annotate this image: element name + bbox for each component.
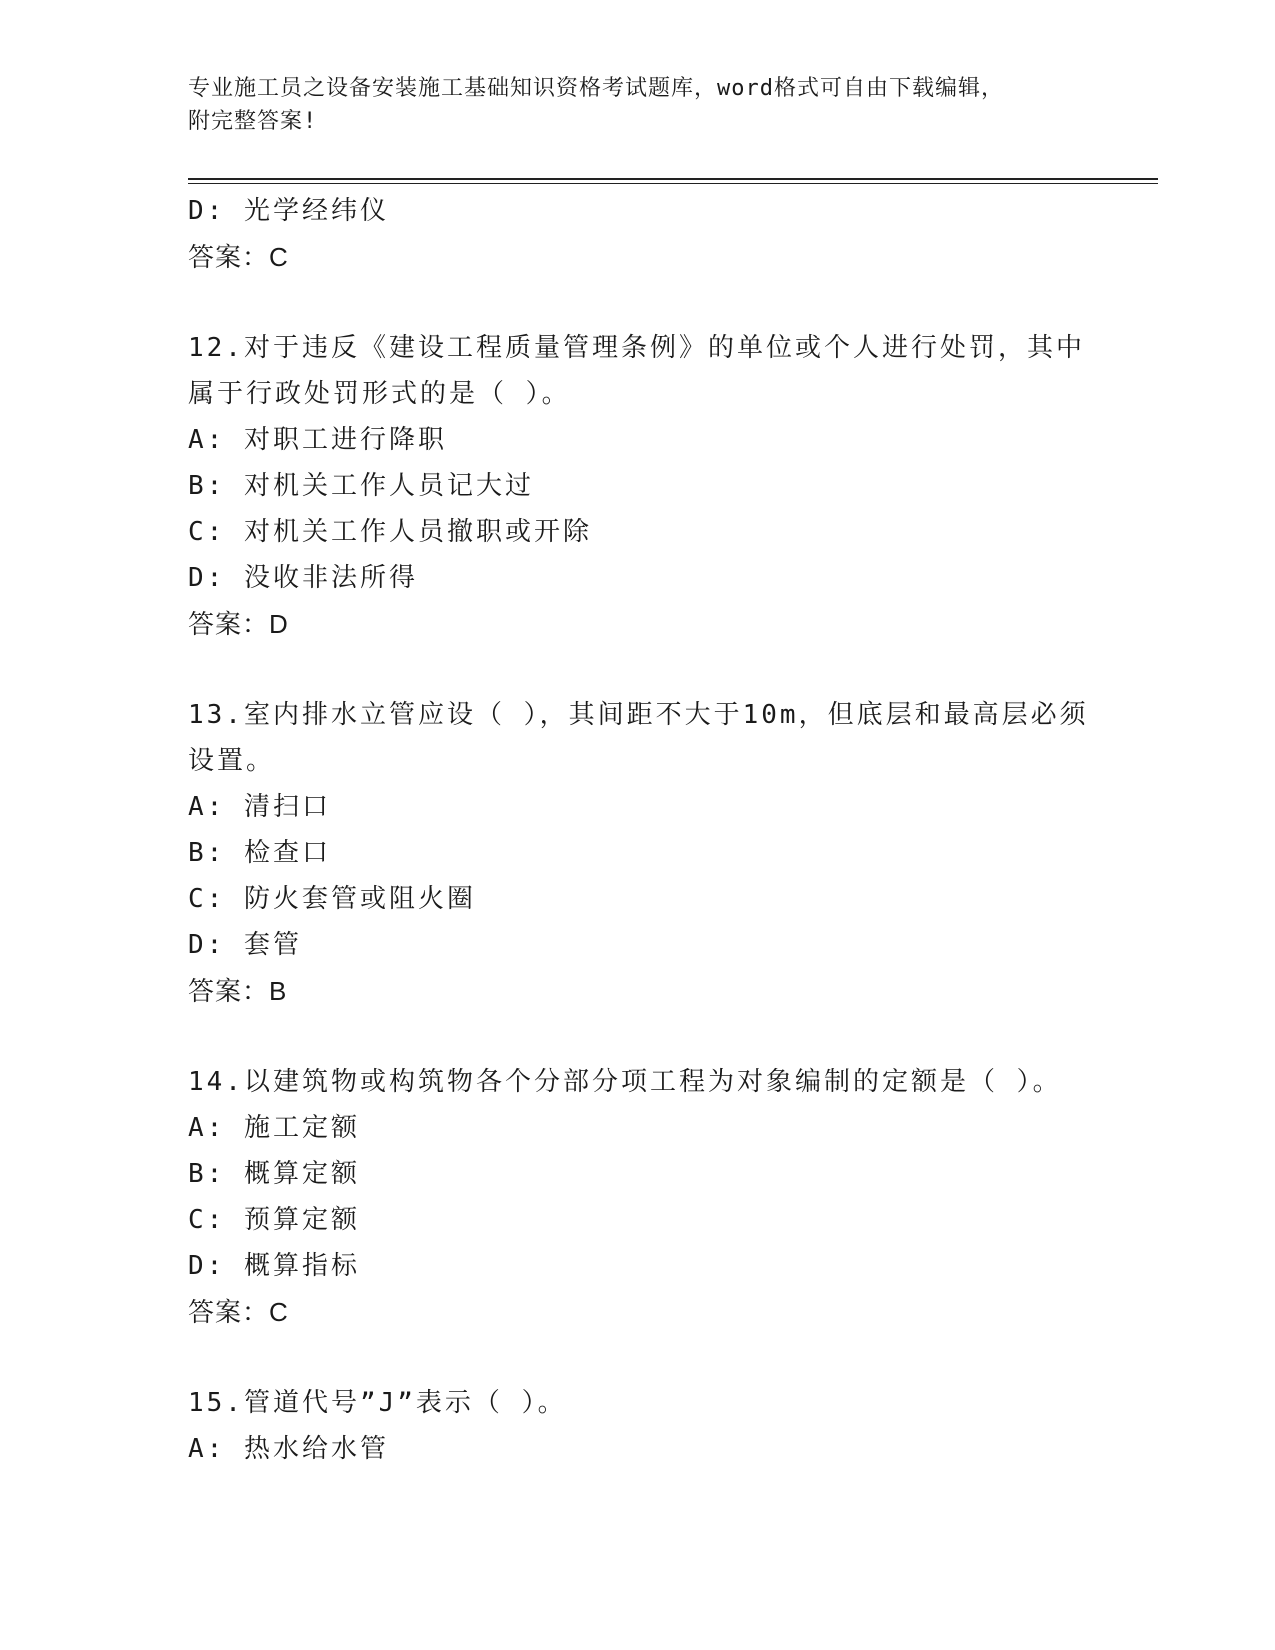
option-a: A: 对职工进行降职 (188, 425, 447, 455)
spacer (188, 1014, 1128, 1059)
option-c: C: 预算定额 (188, 1205, 360, 1235)
option-c: C: 对机关工作人员撤职或开除 (188, 517, 592, 547)
option-d: D: 概算指标 (188, 1251, 360, 1281)
header-divider-thin (188, 183, 1158, 184)
question-title: 14.以建筑物或构筑物各个分部分项工程为对象编制的定额是（ ）。 (188, 1067, 1062, 1097)
answer-line: 答案：C (188, 1297, 289, 1327)
header-line-1: 专业施工员之设备安装施工基础知识资格考试题库，word格式可自由下载编辑， (188, 76, 1004, 101)
option-c: C: 防火套管或阻火圈 (188, 884, 476, 914)
answer-line: 答案：D (188, 609, 289, 639)
question-content (188, 188, 1128, 1472)
question-title: 12.对于违反《建设工程质量管理条例》的单位或个人进行处罚，其中 (188, 333, 1085, 363)
spacer (188, 647, 1128, 692)
question-title-continued: 属于行政处罚形式的是（ ）。 (188, 379, 571, 409)
answer-line: 答案：C (188, 242, 289, 272)
option-a: A: 施工定额 (188, 1113, 360, 1143)
header-divider (188, 178, 1158, 180)
question-block (188, 1059, 1128, 1335)
page-header (188, 72, 1088, 138)
header-line-2: 附完整答案! (188, 109, 318, 134)
question-title-continued: 设置。 (188, 746, 276, 776)
option-d: D: 没收非法所得 (188, 563, 418, 593)
question-block (188, 692, 1128, 1014)
option-a: A: 清扫口 (188, 792, 331, 822)
option-b: B: 检查口 (188, 838, 331, 868)
option-d: D: 光学经纬仪 (188, 196, 389, 226)
option-b: B: 对机关工作人员记大过 (188, 471, 534, 501)
question-title: 13.室内排水立管应设（ ），其间距不大于10m，但底层和最高层必须 (188, 700, 1089, 730)
option-a: A: 热水给水管 (188, 1434, 389, 1464)
option-d: D: 套管 (188, 930, 302, 960)
question-block (188, 1380, 1128, 1472)
question-title: 15.管道代号”J”表示（ ）。 (188, 1388, 567, 1418)
spacer (188, 1335, 1128, 1380)
answer-line: 答案：B (188, 976, 288, 1006)
option-b: B: 概算定额 (188, 1159, 360, 1189)
spacer (188, 280, 1128, 325)
question-block (188, 325, 1128, 647)
